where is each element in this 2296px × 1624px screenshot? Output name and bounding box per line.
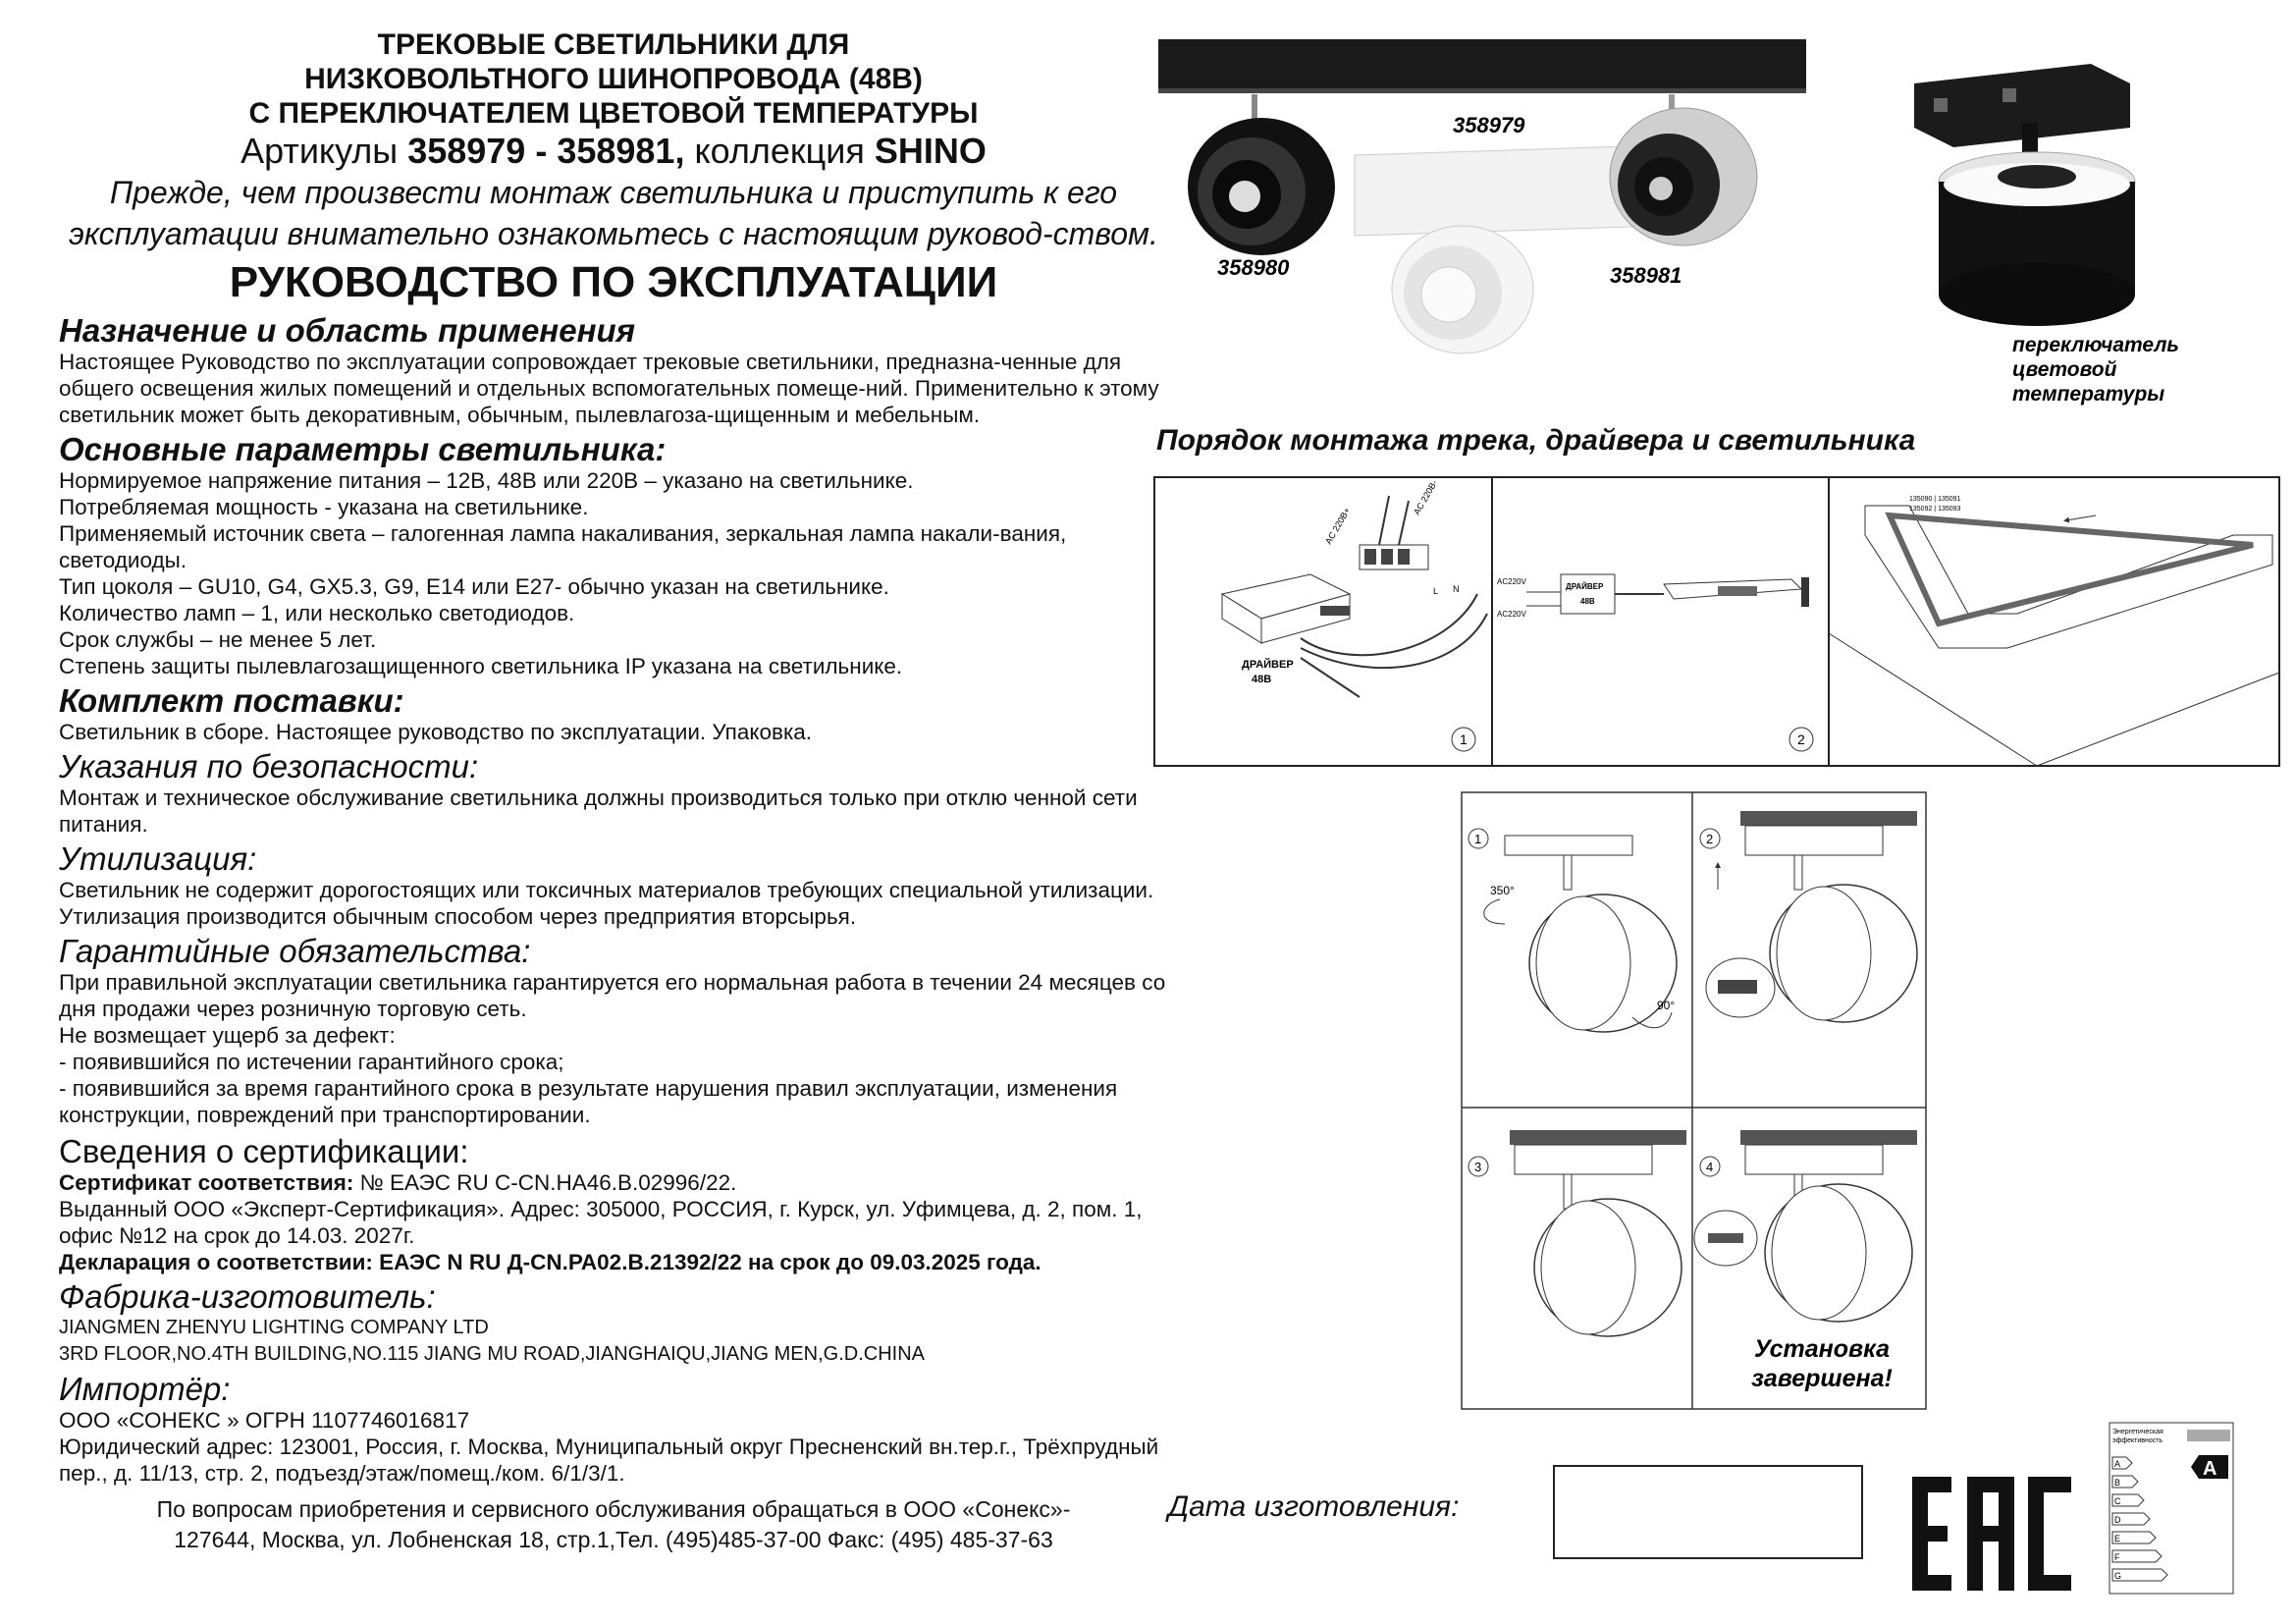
article-numbers: 358979 - 358981, xyxy=(407,131,685,171)
factory-address: 3RD FLOOR,NO.4TH BUILDING,NO.115 JIANG MU ROAD,JIANGHAIQU,JIANG MEN,G.D.CHINA xyxy=(59,1343,925,1365)
driver-label: ДРАЙВЕР xyxy=(1242,659,1294,671)
mounting-title: Порядок монтажа трека, драйвера и светильника xyxy=(1156,424,1916,457)
warranty-line: При правильной эксплуатации светильника гарантируется его нормальная работа в течении 24 месяцев со дня продажи через розничную торговую сеть. xyxy=(59,970,1166,1021)
rotation-90: 90° xyxy=(1657,999,1676,1012)
rotation-350: 350° xyxy=(1490,884,1515,897)
energy-title-2: эффективность xyxy=(2112,1437,2163,1444)
switch-caption-line-2: цветовой xyxy=(2012,358,2117,381)
importer-ogrn: ООО «СОНЕКС » ОГРН 1107746016817 xyxy=(59,1408,470,1433)
header-line-2: НИЗКОВОЛЬТНОГО ШИНОПРОВОДА (48В) xyxy=(304,63,923,95)
cert-value: № ЕАЭС RU C-CN.НА46.В.02996/22. xyxy=(353,1170,737,1195)
collection-prefix: коллекция xyxy=(694,131,865,171)
driver-voltage: 48В xyxy=(1252,674,1272,685)
cert-line xyxy=(59,1169,1168,1196)
safety-title: Указания по безопасности: xyxy=(59,748,479,785)
decl-line xyxy=(59,1249,1168,1275)
manual-title: РУКОВОДСТВО ПО ЭКСПЛУАТАЦИИ xyxy=(229,258,998,306)
ac-label-2: AC220V xyxy=(1497,610,1526,619)
spot-358980-image xyxy=(1188,94,1335,255)
purpose-title: Назначение и область применения xyxy=(59,312,636,349)
switch-caption-line-3: температуры xyxy=(2012,383,2165,406)
driver-label-2: ДРАЙВЕР xyxy=(1566,582,1604,591)
install-step-3-mark: 3 xyxy=(1474,1160,1482,1174)
energy-title-1: Энергетическая xyxy=(2112,1429,2163,1435)
warranty-line: - появившийся за время гарантийного срока в результате нарушения правил эксплуатации, изменения конструкции, повреждений при транспортировании. xyxy=(59,1076,1118,1127)
param-line: Степень защиты пылевлагозащищенного светильника IP указана на светильнике. xyxy=(59,654,903,678)
install-step-2-mark: 2 xyxy=(1706,832,1714,846)
track-rail-edge xyxy=(1158,88,1806,93)
cert-title: Сведения о сертификации: xyxy=(59,1133,469,1169)
install-step-4-mark: 4 xyxy=(1706,1160,1714,1174)
safety-text: Монтаж и техническое обслуживание светильника должны производиться только при отклю ченной сети питания. xyxy=(59,785,1138,837)
driver-voltage-2: 48В xyxy=(1580,597,1595,606)
left-column xyxy=(59,27,1168,1555)
energy-bar-label-a: A xyxy=(2114,1459,2121,1469)
eac-mark xyxy=(1908,1473,2075,1595)
importer-title: Импортёр: xyxy=(59,1371,231,1407)
article-line xyxy=(59,131,1168,172)
label-358980: 358980 xyxy=(1217,255,1290,280)
switch-caption-line-1: переключатель xyxy=(2012,334,2179,356)
factory-title: Фабрика-изготовитель: xyxy=(59,1278,436,1315)
param-line: Тип цоколя – GU10, G4, GX5.3, G9, E14 или E27- обычно указан на светильнике. xyxy=(59,574,889,599)
switch-closeup-image xyxy=(1914,64,2135,326)
energy-bar-label-e: E xyxy=(2114,1534,2121,1543)
decl-label: Декларация о соответствии: xyxy=(59,1250,373,1274)
param-line: Количество ламп – 1, или несколько светодиодов. xyxy=(59,601,575,625)
energy-bar-label-d: D xyxy=(2114,1515,2121,1525)
header-line-3: С ПЕРЕКЛЮЧАТЕЛЕМ ЦВЕТОВОЙ ТЕМПЕРАТУРЫ xyxy=(248,97,979,130)
doc-header xyxy=(59,27,1168,131)
energy-bar-label-b: B xyxy=(2114,1478,2121,1488)
disposal-text: Светильник не содержит дорогостоящих или токсичных материалов требующих специальной утилизации. Утилизация производится обычным способом через предприятия вторсырья. xyxy=(59,878,1154,929)
step-2-mark: 2 xyxy=(1797,731,1805,747)
spot-white-image xyxy=(1392,226,1533,353)
install-step-1-mark: 1 xyxy=(1474,832,1482,846)
purpose-text: Настоящее Руководство по эксплуатации сопровождает трековые светильники, предназна-ченные для общего освещения жилых помещений и отдельных вспомогательных помеще-ний. Применительно к этому светильник может быть декоративным, обычным, пылевлагоза-щищенным и мебельным. xyxy=(59,350,1159,427)
product-photo-group xyxy=(1148,29,2296,422)
wire-l-label: L xyxy=(1433,586,1439,596)
energy-bar-label-g: G xyxy=(2114,1571,2122,1581)
param-line: Потребляемая мощность - указана на светильнике. xyxy=(59,495,589,519)
footer-line-2: 127644, Москва, ул. Лобненская 18, стр.1,Тел. (495)485-37-00 Факс: (495) 485-37-63 xyxy=(174,1527,1053,1552)
track-codes-2: 135092 | 135093 xyxy=(1909,506,1961,513)
energy-bar-label-f: F xyxy=(2114,1552,2120,1562)
wire-n-label: N xyxy=(1453,584,1460,594)
kit-text: Светильник в сборе. Настоящее руководство по эксплуатации. Упаковка. xyxy=(59,720,813,744)
service-footer xyxy=(59,1494,1168,1555)
label-358979: 358979 xyxy=(1453,113,1525,137)
energy-label xyxy=(2109,1422,2234,1595)
intro-text: Прежде, чем произвести монтаж светильника и приступить к его эксплуатации внимательно ознакомьтесь с настоящим руковод-ством. xyxy=(69,175,1158,251)
track-rail xyxy=(1158,39,1806,93)
params-title: Основные параметры светильника: xyxy=(59,431,667,467)
ac-label-1: AC220V xyxy=(1497,577,1526,586)
spot-358981-image xyxy=(1610,94,1757,245)
date-field[interactable] xyxy=(1553,1465,1863,1559)
param-line: Нормируемое напряжение питания – 12В, 48В или 220В – указано на светильнике. xyxy=(59,468,914,493)
mounting-diagram xyxy=(1153,476,2280,767)
energy-bar-f xyxy=(2112,1550,2162,1562)
warranty-title: Гарантийные обязательства: xyxy=(59,933,531,969)
energy-class: A xyxy=(2203,1458,2217,1480)
warranty-line: Не возмещает ущерб за дефект: xyxy=(59,1023,396,1048)
cert-issued: Выданный ООО «Эксперт-Сертификация». Адрес: 305000, РОССИЯ, г. Курск, ул. Уфимцева, д. 2, пом. 1, офис №12 на срок до 14.03. 2027г. xyxy=(59,1197,1143,1248)
header-line-1: ТРЕКОВЫЕ СВЕТИЛЬНИКИ ДЛЯ xyxy=(377,28,850,61)
label-358981: 358981 xyxy=(1610,263,1682,288)
param-line: Применяемый источник света – галогенная лампа накаливания, зеркальная лампа накали-вания, светодиоды. xyxy=(59,521,1067,572)
ac-plus-label: AC 220В+ xyxy=(1323,506,1353,546)
importer-address: Юридический адрес: 123001, Россия, г. Москва, Муниципальный округ Пресненский вн.тер.г., Трёхпрудный пер., д. 11/13, стр. 2, подъезд/этаж/помещ./ком. 6/1/3/1. xyxy=(59,1435,1159,1486)
decl-value: ЕАЭС N RU Д-CN.РА02.В.21392/22 на срок до 09.03.2025 года. xyxy=(372,1250,1041,1274)
kit-title: Комплект поставки: xyxy=(59,682,404,719)
param-line: Срок службы – не менее 5 лет. xyxy=(59,627,377,652)
footer-line-1: По вопросам приобретения и сервисного обслуживания обращаться в ООО «Сонекс»- xyxy=(156,1496,1071,1522)
disposal-title: Утилизация: xyxy=(59,840,257,877)
energy-bar-label-c: C xyxy=(2114,1496,2121,1506)
article-prefix: Артикулы xyxy=(240,131,399,171)
factory-name: JIANGMEN ZHENYU LIGHTING COMPANY LTD xyxy=(59,1317,489,1338)
step-1-mark: 1 xyxy=(1460,731,1468,747)
track-codes-1: 135090 | 135091 xyxy=(1909,496,1961,503)
install-steps-grid xyxy=(1461,791,1927,1410)
date-label: Дата изготовления: xyxy=(1168,1490,1460,1523)
collection-name: SHINO xyxy=(874,131,987,171)
warranty-line: - появившийся по истечении гарантийного срока; xyxy=(59,1050,564,1074)
install-done-line-2: завершена! xyxy=(1751,1365,1893,1392)
ac-minus-label: AC 220В- xyxy=(1412,478,1440,516)
install-done-line-1: Установка xyxy=(1753,1335,1891,1363)
cert-label: Сертификат соответствия: xyxy=(59,1170,354,1195)
